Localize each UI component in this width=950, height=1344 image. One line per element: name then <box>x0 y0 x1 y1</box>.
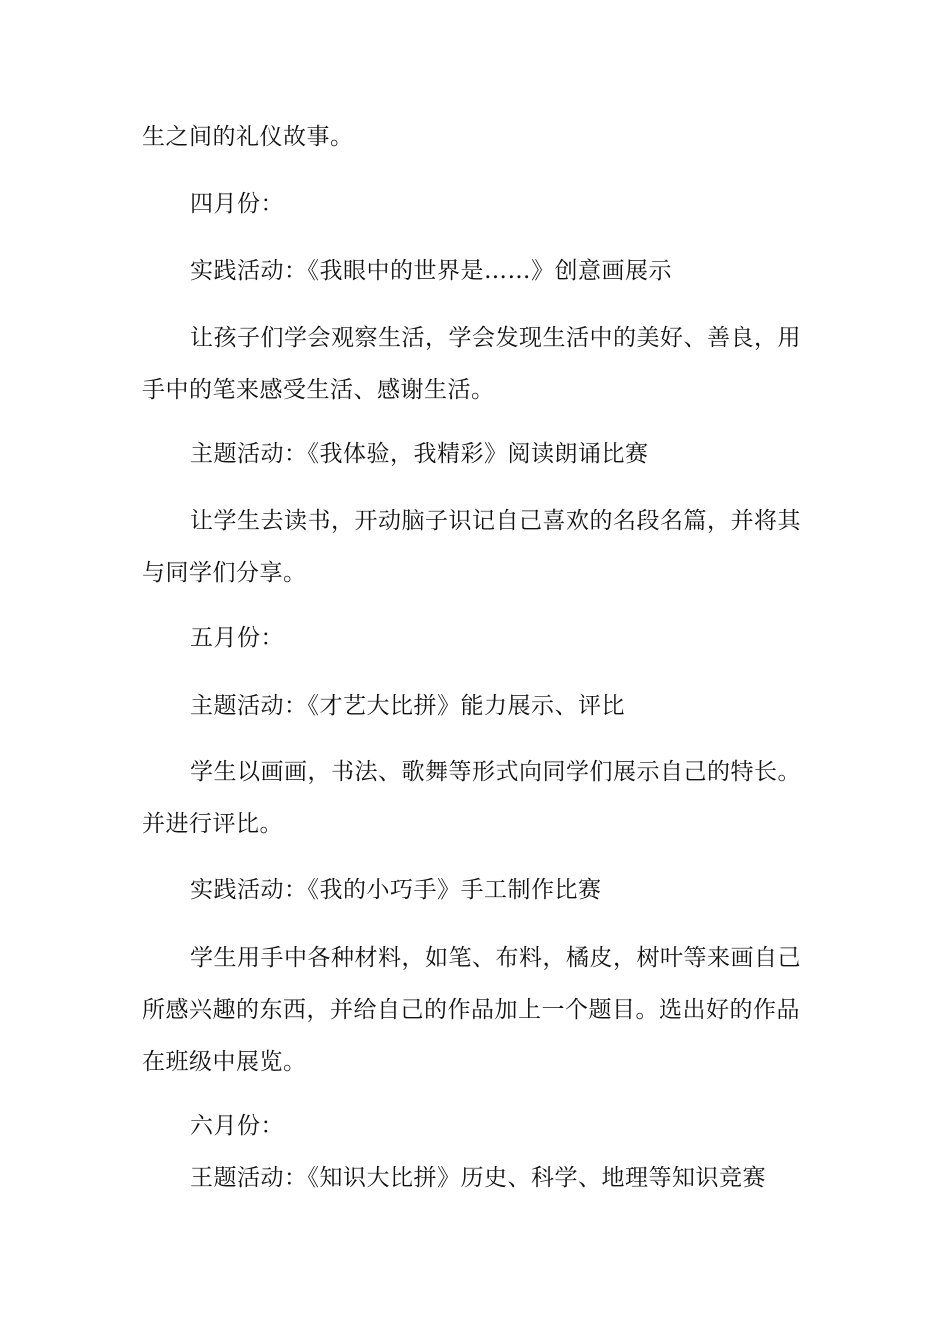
heading-may: 五月份： <box>190 625 284 651</box>
activity-may-theme: 主题活动：《才艺大比拼》能力展示、评比 <box>190 693 625 719</box>
heading-june: 六月份： <box>190 1113 284 1139</box>
heading-april: 四月份： <box>190 191 284 217</box>
paragraph-continuation: 生之间的礼仪故事。 <box>142 124 354 150</box>
description-april-theme: 让学生去读书，开动脑子识记自己喜欢的名段名篇，并将其与同学们分享。 <box>142 508 801 586</box>
activity-june-theme: 王题活动：《知识大比拼》历史、科学、地理等知识竞赛 <box>190 1165 766 1191</box>
description-may-theme: 学生以画画，书法、歌舞等形式向同学们展示自己的特长。并进行评比。 <box>142 759 801 837</box>
description-april-practice: 让孩子们学会观察生活，学会发现生活中的美好、善良，用手中的笔来感受生活、感谢生活。 <box>142 325 801 403</box>
description-may-practice: 学生用手中各种材料，如笔、布料，橘皮，树叶等来画自己所感兴趣的东西，并给自己的作品加上一个题目。选出好的作品在班级中展览。 <box>142 945 801 1075</box>
activity-may-practice: 实践活动：《我的小巧手》手工制作比赛 <box>190 877 602 903</box>
activity-april-practice: 实践活动：《我眼中的世界是……》创意画展示 <box>190 258 672 284</box>
activity-april-theme: 主题活动：《我体验，我精彩》阅读朗诵比赛 <box>190 441 649 467</box>
